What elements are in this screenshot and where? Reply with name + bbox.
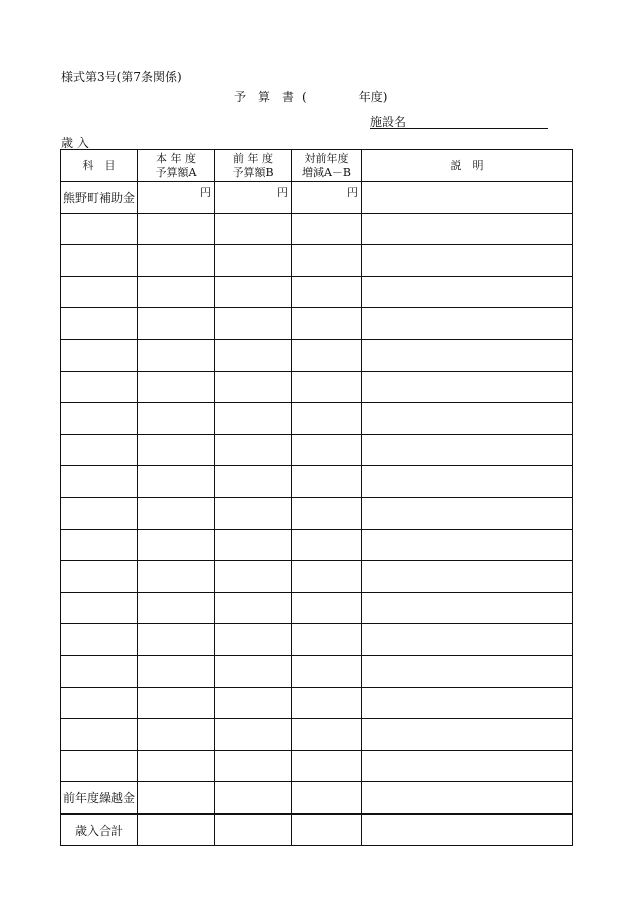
current-budget-cell[interactable] bbox=[138, 719, 215, 751]
document-title bbox=[234, 88, 387, 105]
subject-cell[interactable] bbox=[61, 687, 138, 719]
description-cell[interactable] bbox=[362, 371, 573, 403]
previous-budget-cell[interactable] bbox=[215, 687, 292, 719]
difference-cell[interactable] bbox=[292, 245, 362, 277]
table-row bbox=[61, 592, 573, 624]
title-text: 予 算 書 bbox=[234, 90, 295, 104]
column-header-previous-budget bbox=[215, 150, 292, 182]
description-cell[interactable] bbox=[362, 592, 573, 624]
difference-cell[interactable] bbox=[292, 403, 362, 435]
current-budget-cell[interactable] bbox=[138, 592, 215, 624]
difference-cell[interactable] bbox=[292, 782, 362, 814]
difference-cell[interactable] bbox=[292, 592, 362, 624]
description-cell[interactable] bbox=[362, 624, 573, 656]
difference-cell[interactable] bbox=[292, 719, 362, 751]
column-header-line: 増減A－B bbox=[301, 165, 352, 179]
column-header-line: 対前年度 bbox=[304, 151, 349, 165]
table-row bbox=[61, 213, 573, 245]
table-row bbox=[61, 529, 573, 561]
current-budget-cell[interactable] bbox=[138, 213, 215, 245]
previous-budget-cell[interactable] bbox=[215, 561, 292, 593]
current-budget-cell[interactable] bbox=[138, 624, 215, 656]
current-budget-cell[interactable] bbox=[138, 339, 215, 371]
budget-table bbox=[60, 149, 573, 846]
description-cell[interactable] bbox=[362, 529, 573, 561]
column-header-subject bbox=[61, 150, 138, 182]
previous-budget-cell[interactable] bbox=[215, 213, 292, 245]
previous-budget-cell[interactable] bbox=[215, 371, 292, 403]
previous-budget-cell[interactable] bbox=[215, 529, 292, 561]
form-number: 様式第3号(第7条関係) bbox=[61, 70, 182, 84]
column-header-line: 予算額B bbox=[232, 165, 274, 179]
description-cell[interactable] bbox=[362, 782, 573, 814]
subject-cell[interactable] bbox=[61, 624, 138, 656]
table-row bbox=[61, 339, 573, 371]
description-cell[interactable] bbox=[362, 719, 573, 751]
table-row bbox=[61, 687, 573, 719]
column-header-description bbox=[362, 150, 573, 182]
table-row bbox=[61, 245, 573, 277]
subject-cell[interactable] bbox=[61, 466, 138, 498]
description-cell[interactable] bbox=[362, 213, 573, 245]
yen-unit-label: 円 bbox=[277, 186, 288, 199]
column-header-line: 科 目 bbox=[82, 158, 116, 172]
current-budget-cell[interactable] bbox=[138, 687, 215, 719]
table-row bbox=[61, 655, 573, 687]
previous-budget-cell[interactable] bbox=[215, 182, 292, 214]
description-cell[interactable] bbox=[362, 687, 573, 719]
previous-budget-cell[interactable] bbox=[215, 403, 292, 435]
current-budget-cell[interactable] bbox=[138, 497, 215, 529]
total-previous-budget-cell[interactable] bbox=[215, 814, 292, 846]
column-header-line: 説 明 bbox=[450, 158, 484, 172]
subject-cell[interactable] bbox=[61, 371, 138, 403]
difference-cell[interactable] bbox=[292, 213, 362, 245]
column-header-line: 予算額A bbox=[155, 165, 197, 179]
facility-name-label: 施設名 bbox=[370, 115, 407, 129]
current-budget-cell[interactable] bbox=[138, 529, 215, 561]
previous-budget-cell[interactable] bbox=[215, 592, 292, 624]
previous-budget-cell[interactable] bbox=[215, 750, 292, 782]
yen-unit-label: 円 bbox=[200, 186, 211, 199]
title-paren-open: ( bbox=[302, 90, 307, 104]
difference-cell[interactable] bbox=[292, 308, 362, 340]
facility-name-field[interactable] bbox=[370, 113, 548, 129]
previous-budget-cell[interactable] bbox=[215, 466, 292, 498]
description-cell[interactable] bbox=[362, 403, 573, 435]
subject-cell[interactable] bbox=[61, 561, 138, 593]
table-row bbox=[61, 182, 573, 214]
subject-cell[interactable] bbox=[61, 592, 138, 624]
section-label-revenue: 歳 入 bbox=[61, 136, 89, 150]
current-budget-cell[interactable] bbox=[138, 466, 215, 498]
budget-table-body bbox=[61, 182, 573, 846]
subject-cell[interactable] bbox=[61, 750, 138, 782]
subject-cell[interactable] bbox=[61, 719, 138, 751]
total-label-cell: 歳入合計 bbox=[61, 814, 138, 846]
column-header-difference bbox=[292, 150, 362, 182]
subject-cell[interactable] bbox=[61, 276, 138, 308]
total-difference-cell[interactable] bbox=[292, 814, 362, 846]
previous-budget-cell[interactable] bbox=[215, 308, 292, 340]
table-row bbox=[61, 466, 573, 498]
total-description-cell[interactable] bbox=[362, 814, 573, 846]
difference-cell[interactable] bbox=[292, 561, 362, 593]
total-current-budget-cell[interactable] bbox=[138, 814, 215, 846]
previous-budget-cell[interactable] bbox=[215, 434, 292, 466]
difference-cell[interactable] bbox=[292, 371, 362, 403]
previous-budget-cell[interactable] bbox=[215, 497, 292, 529]
description-cell[interactable] bbox=[362, 655, 573, 687]
column-header-current-budget bbox=[138, 150, 215, 182]
difference-cell[interactable] bbox=[292, 687, 362, 719]
subject-cell[interactable] bbox=[61, 655, 138, 687]
table-row bbox=[61, 403, 573, 435]
description-cell[interactable] bbox=[362, 245, 573, 277]
description-cell[interactable] bbox=[362, 434, 573, 466]
description-cell[interactable] bbox=[362, 276, 573, 308]
current-budget-cell[interactable] bbox=[138, 245, 215, 277]
description-cell[interactable] bbox=[362, 339, 573, 371]
column-header-line: 前 年 度 bbox=[233, 151, 273, 165]
previous-budget-cell[interactable] bbox=[215, 339, 292, 371]
current-budget-cell[interactable] bbox=[138, 371, 215, 403]
previous-budget-cell[interactable] bbox=[215, 624, 292, 656]
difference-cell[interactable] bbox=[292, 339, 362, 371]
subject-cell[interactable] bbox=[61, 497, 138, 529]
subject-cell[interactable] bbox=[61, 339, 138, 371]
subject-cell[interactable] bbox=[61, 434, 138, 466]
difference-cell[interactable] bbox=[292, 529, 362, 561]
difference-cell[interactable] bbox=[292, 276, 362, 308]
table-row bbox=[61, 782, 573, 814]
previous-budget-cell[interactable] bbox=[215, 655, 292, 687]
difference-cell[interactable] bbox=[292, 624, 362, 656]
column-header-line: 本 年 度 bbox=[156, 151, 196, 165]
table-row bbox=[61, 276, 573, 308]
current-budget-cell[interactable] bbox=[138, 782, 215, 814]
table-row bbox=[61, 308, 573, 340]
total-row bbox=[61, 814, 573, 846]
table-row bbox=[61, 371, 573, 403]
current-budget-cell[interactable] bbox=[138, 308, 215, 340]
table-row bbox=[61, 497, 573, 529]
previous-budget-cell[interactable] bbox=[215, 276, 292, 308]
current-budget-cell[interactable] bbox=[138, 182, 215, 214]
description-cell[interactable] bbox=[362, 466, 573, 498]
description-cell[interactable] bbox=[362, 750, 573, 782]
table-row bbox=[61, 561, 573, 593]
yen-unit-label: 円 bbox=[347, 186, 358, 199]
subject-cell[interactable] bbox=[61, 308, 138, 340]
description-cell[interactable] bbox=[362, 182, 573, 214]
subject-cell[interactable] bbox=[61, 529, 138, 561]
fiscal-year-label: 年度) bbox=[358, 90, 388, 104]
description-cell[interactable] bbox=[362, 497, 573, 529]
current-budget-cell[interactable] bbox=[138, 434, 215, 466]
previous-budget-cell[interactable] bbox=[215, 782, 292, 814]
subject-cell[interactable]: 熊野町補助金 bbox=[61, 182, 138, 214]
table-row bbox=[61, 624, 573, 656]
description-cell[interactable] bbox=[362, 308, 573, 340]
difference-cell[interactable] bbox=[292, 466, 362, 498]
description-cell[interactable] bbox=[362, 561, 573, 593]
table-row bbox=[61, 719, 573, 751]
current-budget-cell[interactable] bbox=[138, 276, 215, 308]
current-budget-cell[interactable] bbox=[138, 561, 215, 593]
table-header-row bbox=[61, 150, 573, 182]
table-row bbox=[61, 750, 573, 782]
current-budget-cell[interactable] bbox=[138, 655, 215, 687]
difference-cell[interactable] bbox=[292, 182, 362, 214]
previous-budget-cell[interactable] bbox=[215, 719, 292, 751]
previous-budget-cell[interactable] bbox=[215, 245, 292, 277]
current-budget-cell[interactable] bbox=[138, 750, 215, 782]
difference-cell[interactable] bbox=[292, 497, 362, 529]
subject-cell[interactable] bbox=[61, 403, 138, 435]
difference-cell[interactable] bbox=[292, 434, 362, 466]
subject-cell[interactable] bbox=[61, 245, 138, 277]
subject-cell[interactable] bbox=[61, 213, 138, 245]
difference-cell[interactable] bbox=[292, 750, 362, 782]
difference-cell[interactable] bbox=[292, 655, 362, 687]
subject-cell[interactable]: 前年度繰越金 bbox=[61, 782, 138, 814]
current-budget-cell[interactable] bbox=[138, 403, 215, 435]
table-row bbox=[61, 434, 573, 466]
